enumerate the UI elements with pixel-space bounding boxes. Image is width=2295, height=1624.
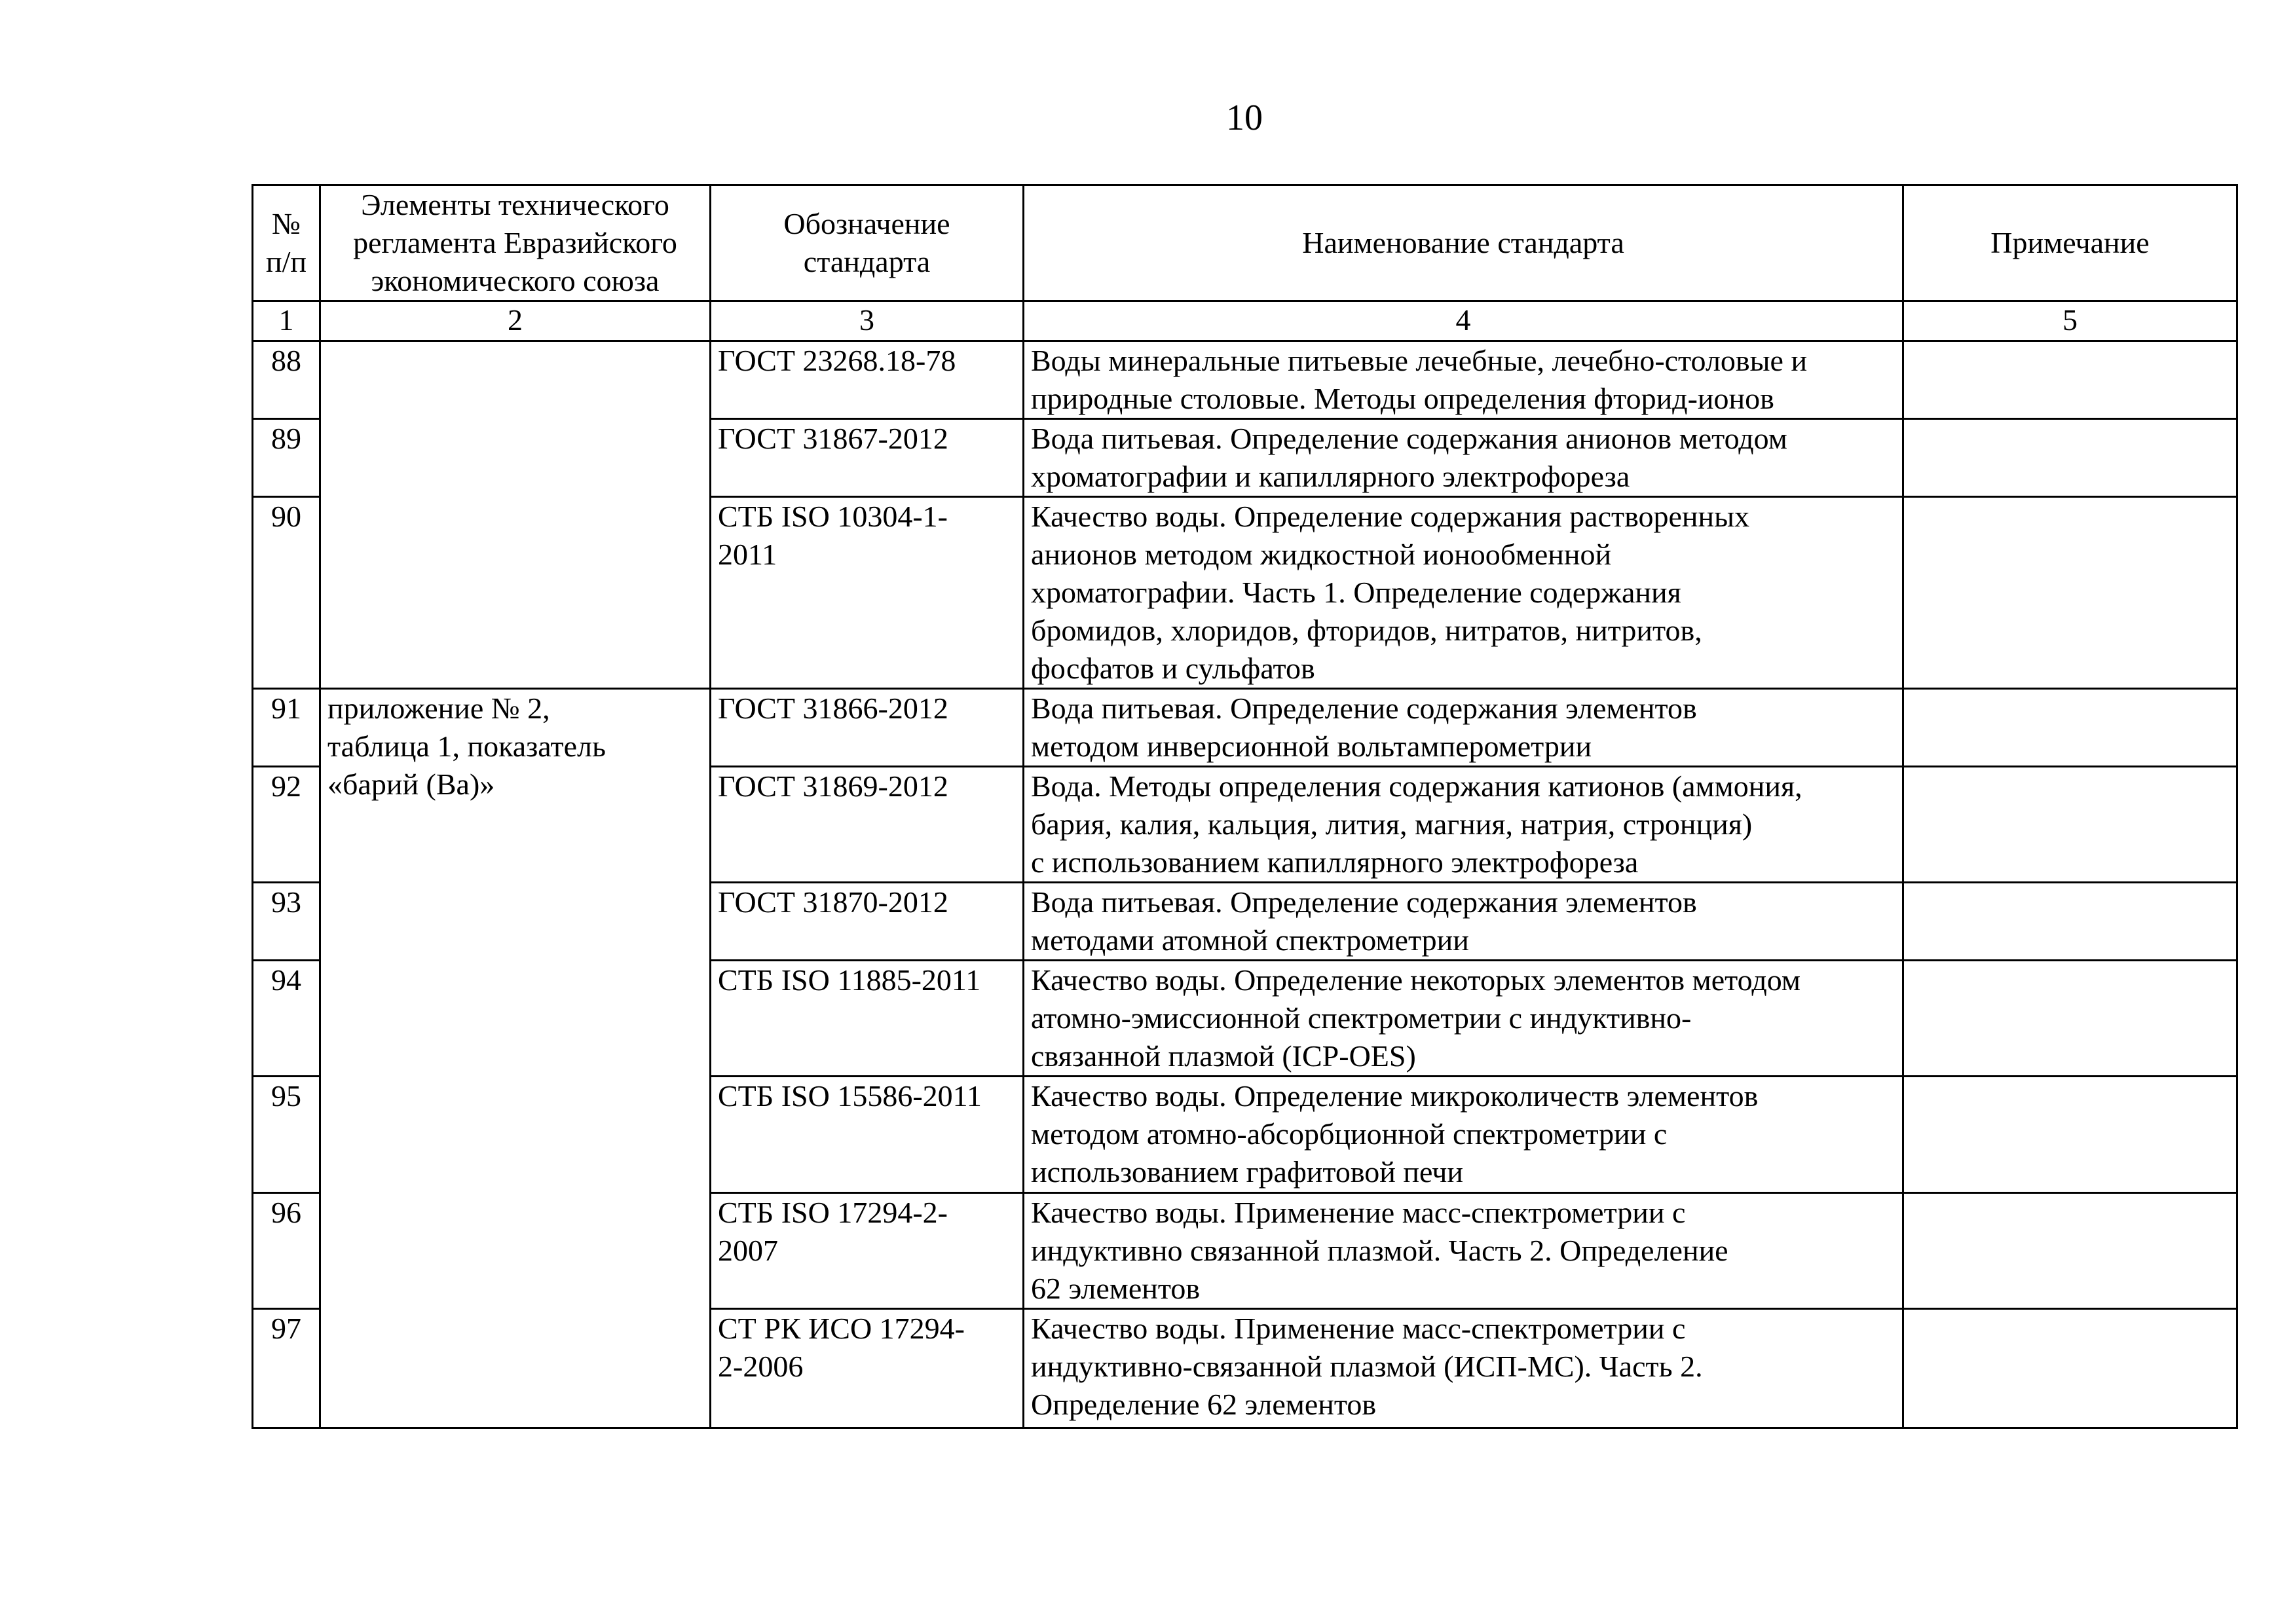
standard-name: Вода питьевая. Определение содержания элементов методами атомной спектрометрии <box>1024 883 1903 961</box>
row-number: 91 <box>253 689 320 767</box>
standard-note <box>1903 341 2237 419</box>
standard-name: Качество воды. Определение некоторых элементов методом атомно-эмиссионной спектрометрии с индуктивно- связанной плазмой (ICP-OES) <box>1024 961 1903 1077</box>
standard-designation: СТБ ISO 15586-2011 <box>711 1077 1024 1193</box>
standard-note <box>1903 767 2237 883</box>
standard-name: Качество воды. Определение микроколичеств элементов методом атомно-абсорбционной спектрометрии с использованием графитовой печи <box>1024 1077 1903 1193</box>
standard-designation: ГОСТ 31866-2012 <box>711 689 1024 767</box>
header-name: Наименование стандарта <box>1024 185 1903 301</box>
page-number: 10 <box>1226 98 1263 138</box>
header-row <box>253 185 2237 301</box>
row-number: 95 <box>253 1077 320 1193</box>
standard-designation: СТБ ISO 10304-1- 2011 <box>711 497 1024 689</box>
row-number: 96 <box>253 1193 320 1309</box>
standard-note <box>1903 419 2237 497</box>
row-number: 94 <box>253 961 320 1077</box>
standard-designation: ГОСТ 23268.18-78 <box>711 341 1024 419</box>
standard-note <box>1903 883 2237 961</box>
standard-name: Вода. Методы определения содержания катионов (аммония, бария, калия, кальция, лития, магния, натрия, стронция) с использованием капиллярного электрофореза <box>1024 767 1903 883</box>
standard-name: Качество воды. Применение масс-спектрометрии с индуктивно связанной плазмой. Часть 2. Определение 62 элементов <box>1024 1193 1903 1309</box>
header-number: № п/п <box>253 185 320 301</box>
row-number: 97 <box>253 1309 320 1428</box>
table-row <box>253 689 2237 767</box>
standard-designation: ГОСТ 31869-2012 <box>711 767 1024 883</box>
standard-note <box>1903 689 2237 767</box>
column-number: 4 <box>1024 301 1903 341</box>
standard-name: Качество воды. Применение масс-спектрометрии с индуктивно-связанной плазмой (ИСП-МС). Часть 2. Определение 62 элементов <box>1024 1309 1903 1428</box>
column-number: 3 <box>711 301 1024 341</box>
standard-designation: СТБ ISO 17294-2- 2007 <box>711 1193 1024 1309</box>
row-number: 92 <box>253 767 320 883</box>
table-row <box>253 341 2237 419</box>
header-elements: Элементы технического регламента Евразийского экономического союза <box>320 185 711 301</box>
standard-name: Вода питьевая. Определение содержания элементов методом инверсионной вольтамперометрии <box>1024 689 1903 767</box>
standard-name: Вода питьевая. Определение содержания анионов методом хроматографии и капиллярного электрофореза <box>1024 419 1903 497</box>
header-designation: Обозначение стандарта <box>711 185 1024 301</box>
regulation-element: приложение № 2, таблица 1, показатель «барий (Ва)» <box>320 689 711 1428</box>
standard-designation: ГОСТ 31867-2012 <box>711 419 1024 497</box>
standard-note <box>1903 1077 2237 1193</box>
column-numbers-row <box>253 301 2237 341</box>
column-number: 5 <box>1903 301 2237 341</box>
row-number: 89 <box>253 419 320 497</box>
standard-designation: СТ РК ИСО 17294- 2-2006 <box>711 1309 1024 1428</box>
standard-designation: СТБ ISO 11885-2011 <box>711 961 1024 1077</box>
standards-table <box>252 184 2238 1429</box>
row-number: 88 <box>253 341 320 419</box>
header-note: Примечание <box>1903 185 2237 301</box>
row-number: 90 <box>253 497 320 689</box>
standard-note <box>1903 497 2237 689</box>
row-number: 93 <box>253 883 320 961</box>
standard-note <box>1903 1309 2237 1428</box>
standard-note <box>1903 961 2237 1077</box>
standard-name: Качество воды. Определение содержания растворенных анионов методом жидкостной ионообменной хроматографии. Часть 1. Определение содержания бромидов, хлоридов, фторидов, нитратов, нитритов, фосфатов и сульфатов <box>1024 497 1903 689</box>
regulation-element <box>320 341 711 689</box>
standard-name: Воды минеральные питьевые лечебные, лечебно-столовые и природные столовые. Методы определения фторид-ионов <box>1024 341 1903 419</box>
column-number: 2 <box>320 301 711 341</box>
standard-designation: ГОСТ 31870-2012 <box>711 883 1024 961</box>
column-number: 1 <box>253 301 320 341</box>
standard-note <box>1903 1193 2237 1309</box>
